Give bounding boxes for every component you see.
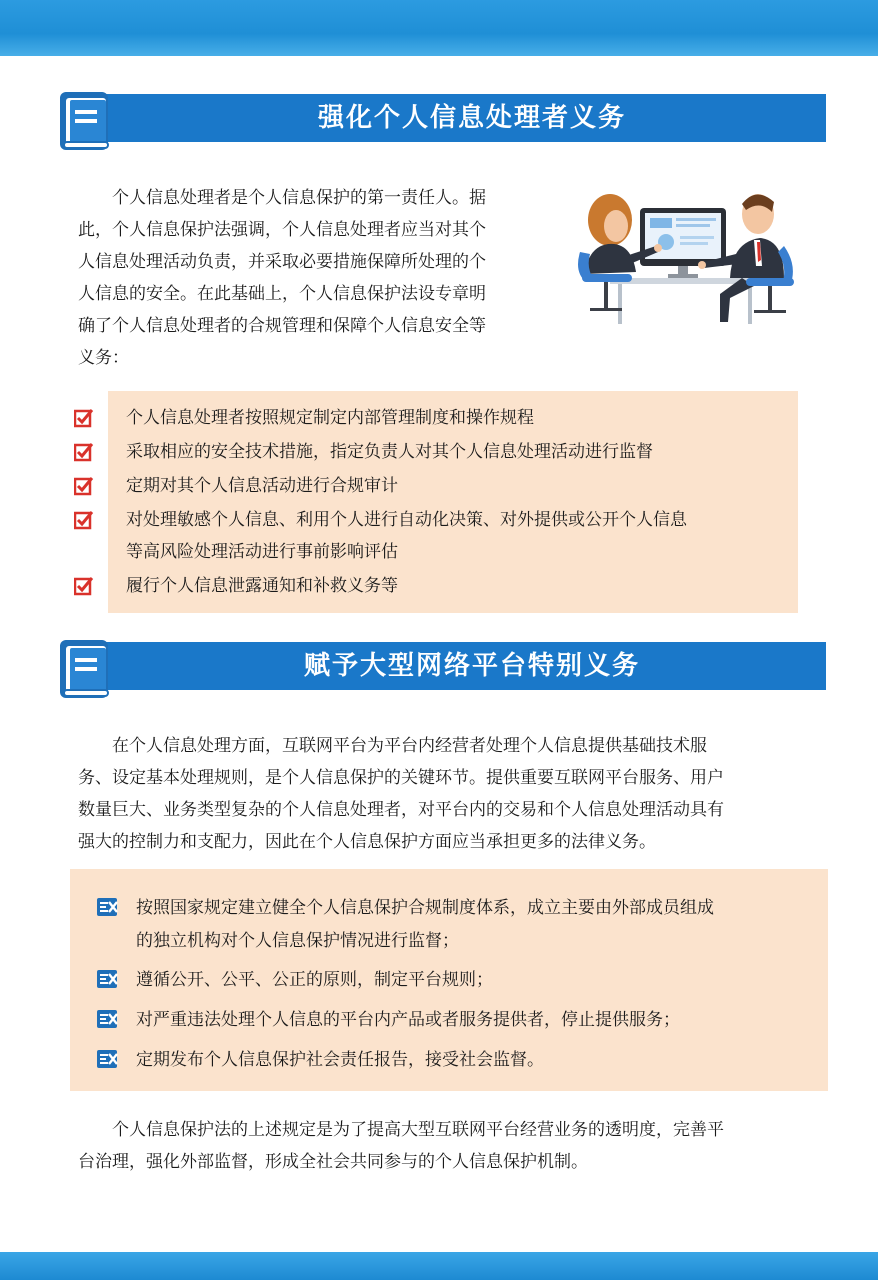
- bottom-banner: [0, 1252, 878, 1280]
- tools-icon: [96, 968, 120, 990]
- top-banner: [0, 0, 878, 56]
- section2-closing-line: 个人信息保护法的上述规定是为了提高大型互联网平台经营业务的透明度，完善平: [112, 1120, 724, 1140]
- section1-list-item: 个人信息处理者按照规定制定内部管理制度和操作规程: [126, 408, 534, 428]
- section1-intro-line: 人信息的安全。在此基础上，个人信息保护法设专章明: [78, 284, 486, 304]
- section2-list-item: 遵循公开、公平、公正的原则，制定平台规则；: [136, 970, 493, 990]
- section1-intro-line: 个人信息处理者是个人信息保护的第一责任人。据: [112, 188, 486, 208]
- checkbox-checked-icon: [74, 476, 94, 496]
- section1-intro-line: 确了个人信息处理者的合规管理和保障个人信息安全等: [78, 316, 486, 336]
- section2-list-item: 按照国家规定建立健全个人信息保护合规制度体系，成立主要由外部成员组成: [136, 898, 714, 918]
- book-icon: [58, 88, 114, 154]
- tools-icon: [96, 1008, 120, 1030]
- office-workers-illustration: [570, 182, 810, 342]
- section2-intro-line: 强大的控制力和支配力，因此在个人信息保护方面应当承担更多的法律义务。: [78, 832, 656, 852]
- book-icon: [58, 636, 114, 702]
- section2-intro-line: 在个人信息处理方面，互联网平台为平台内经营者处理个人信息提供基础技术服: [112, 736, 707, 756]
- section1-intro: [78, 182, 568, 374]
- checkbox-checked-icon: [74, 442, 94, 462]
- section2-header: [58, 636, 826, 684]
- section2-closing: [78, 1114, 838, 1178]
- checkbox-checked-icon: [74, 576, 94, 596]
- section1-intro-line: 此，个人信息保护法强调，个人信息处理者应当对其个: [78, 220, 486, 240]
- section1-intro-line: 人信息处理活动负责，并采取必要措施保障所处理的个: [78, 252, 486, 272]
- section1-list-item: 履行个人信息泄露通知和补救义务等: [126, 576, 398, 596]
- section2-closing-line: 台治理，强化外部监督，形成全社会共同参与的个人信息保护机制。: [78, 1152, 588, 1172]
- tools-icon: [96, 896, 120, 918]
- section2-list-item: 定期发布个人信息保护社会责任报告，接受社会监督。: [136, 1050, 544, 1070]
- section2-list-item-continued: 的独立机构对个人信息保护情况进行监督；: [136, 931, 459, 951]
- section1-intro-line: 义务：: [78, 348, 129, 368]
- section1-list-item: 对处理敏感个人信息、利用个人进行自动化决策、对外提供或公开个人信息: [126, 510, 687, 530]
- section1-header: [58, 88, 826, 136]
- section1-title: 强化个人信息处理者义务: [317, 103, 626, 133]
- tools-icon: [96, 1048, 120, 1070]
- section2-list-item: 对严重违法处理个人信息的平台内产品或者服务提供者，停止提供服务；: [136, 1010, 680, 1030]
- section1-list-item: 采取相应的安全技术措施，指定负责人对其个人信息处理活动进行监督: [126, 442, 653, 462]
- section2-intro-line: 数量巨大、业务类型复杂的个人信息处理者，对平台内的交易和个人信息处理活动具有: [78, 800, 724, 820]
- section1-list-item: 定期对其个人信息活动进行合规审计: [126, 476, 398, 496]
- checkbox-checked-icon: [74, 408, 94, 428]
- section1-list-item-continued: 等高风险处理活动进行事前影响评估: [126, 542, 398, 562]
- section2-intro-line: 务、设定基本处理规则，是个人信息保护的关键环节。提供重要互联网平台服务、用户: [78, 768, 724, 788]
- section2-title: 赋予大型网络平台特别义务: [303, 651, 640, 681]
- checkbox-checked-icon: [74, 510, 94, 530]
- section2-intro: [78, 730, 838, 858]
